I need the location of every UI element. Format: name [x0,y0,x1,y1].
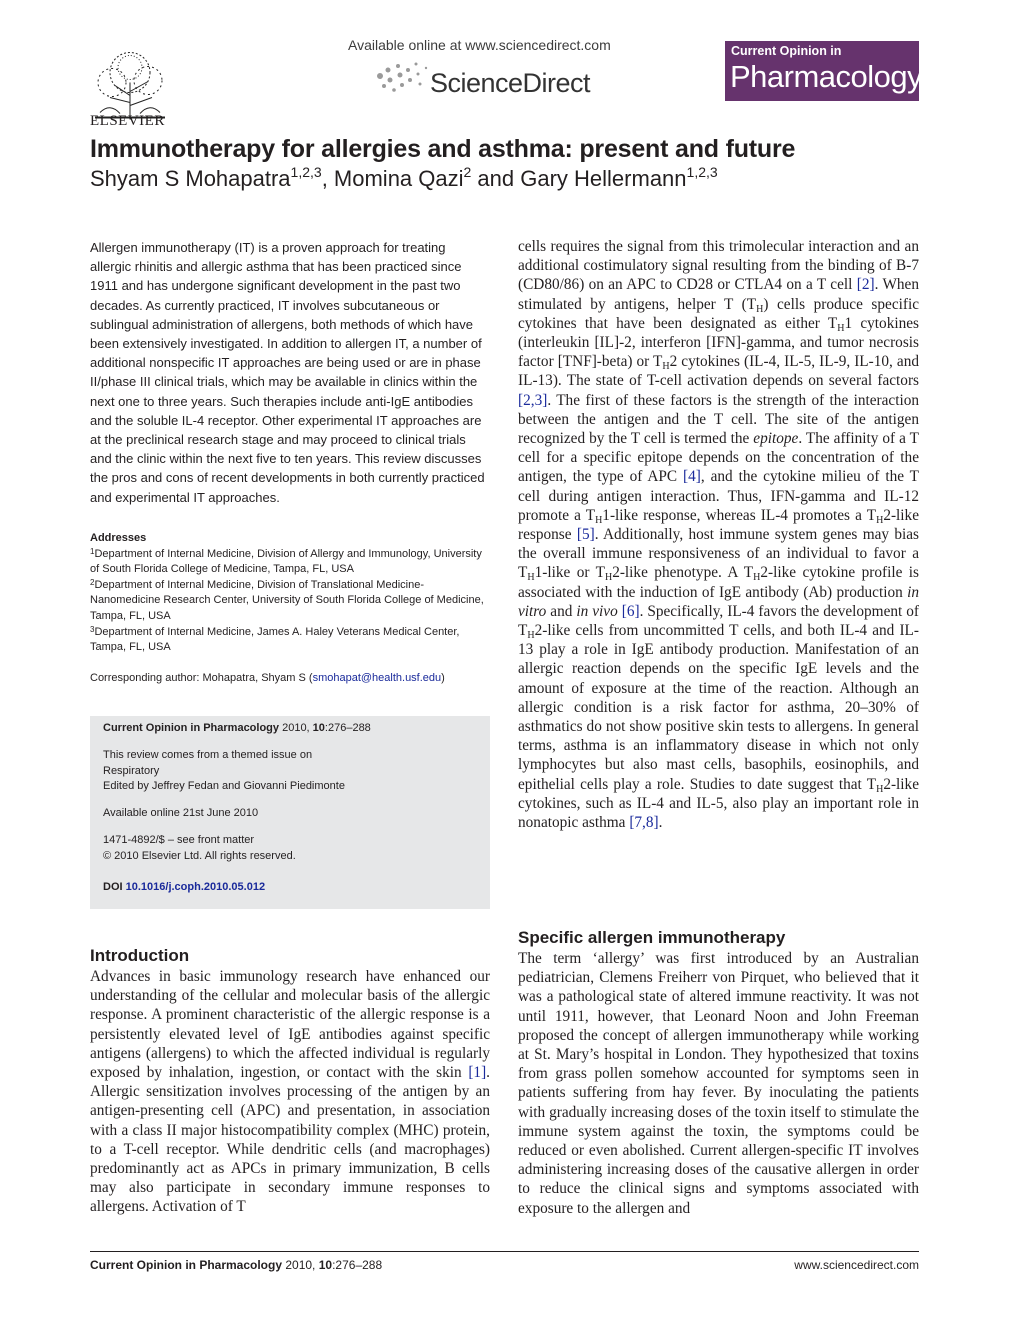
specific-allergen-paragraph: The term ‘allergy’ was first introduced by an Australian pediatrician, Clemens Freiherr von Pirquet, who believed that it was a pathological state of altered immune reactivity. It was not until 1911, however, that Leonard Noon and John Freeman proposed the concept of allergen immunotherapy while working at St. Mary’s hospital in London. They hypothesized that toxins from grass pollen somehow accounted for symptoms seen in patients suffering from hay fever. By inoculating the patients with gradually increasing doses of the toxin itself to stimulate the immune system against the toxin, the symptoms could be reduced or even abolished. Current allergen-specific IT involves administering increasing doses of the causative allergen in order to reduce the clinical signs and symptoms associated with exposure to the allergen and [518,950,919,1217]
address-number: 1 [90,546,95,556]
address-number: 2 [90,577,95,587]
subscript: H [604,572,613,584]
citation-link[interactable]: [1] [468,1064,487,1082]
italic-term: in vitro [518,583,919,620]
doi-line [103,881,265,893]
text-run: . Specifically, IL-4 favors the development of T [518,602,919,640]
text-run: cells requires the signal from this trimolecular interaction and an additional costimulatory signal resulting from the binding of B-7 (CD80/86) on an APC to CD28 or CTLA4 on a T cell [518,238,919,294]
subscript: H [527,630,535,642]
introduction-paragraph [90,967,490,1217]
available-online-date: Available online 21st June 2010 [103,807,259,819]
text-run: 1-like response, whereas IL-4 promotes a T [602,506,877,524]
subscript: H [756,303,764,315]
article-info-box [90,716,490,909]
corresponding-email-link[interactable]: smohapat@health.usf.edu [312,672,442,684]
author-list [90,166,718,192]
footer-divider [90,1251,919,1252]
copyright-line: © 2010 Elsevier Ltd. All rights reserved. [103,850,296,862]
text-run: . The first of these factors is the strength of the interaction between the antigen and the T cell. The site of the antigen recognized by the T cell is termed the [518,391,919,448]
info-journal: Current Opinion in Pharmacology [103,722,280,734]
footer-year: 2010, [282,1258,319,1272]
text-run: 2-like cytokine profile is associated with the induction of IgE antibody (Ab) production [518,564,920,601]
text-run: 2-like response [518,506,919,544]
address-item [90,547,490,578]
citation-link[interactable]: [5] [576,526,595,544]
footer-journal: Current Opinion in Pharmacology [90,1258,283,1272]
info-pages: :276–288 [324,722,371,734]
address-text: Department of Internal Medicine, James A. Haley Veterans Medical Center, Tampa, FL, USA [90,625,460,654]
available-online-text: Available online at www.sciencedirect.com [348,37,611,53]
citation-link[interactable]: [6] [621,602,640,620]
subscript: H [876,514,884,526]
corresponding-label: Corresponding author: Mohapatra, Shyam S ( [90,672,313,684]
addresses [90,531,490,656]
address-item [90,625,490,656]
body-paragraph [518,237,919,832]
author-name: Gary Hellermann [520,166,687,191]
journal-name: Pharmacology [730,59,923,94]
italic-term: in vivo [576,602,618,620]
journal-logo-box [725,41,923,101]
author-affiliation: 2 [463,164,472,180]
sciencedirect-wordmark: ScienceDirect [430,68,591,98]
corresponding-close: ) [441,672,445,684]
address-text: Department of Internal Medicine, Division of Translational Medicine-Nanomedicine Research Center, University of South Florida College of Medicine, Tampa, FL, USA [90,578,484,622]
themed-issue-topic: Respiratory [103,765,160,777]
text-run: and [546,602,577,620]
subscript: H [527,572,535,584]
subscript: H [595,514,603,526]
footer-volume: 10 [318,1258,333,1272]
text-run: , and the cytokine milieu of the T cell during antigen interaction. Thus, IFN-gamma and IL-12 promote a T [518,468,919,524]
text-run: . When stimulated by antigens, helper T (T [518,276,919,313]
corresponding-author [90,671,490,686]
author-separator: , [321,166,334,191]
text-run: . [658,814,663,832]
author-name: Momina Qazi [333,166,464,191]
info-volume: 10 [312,722,325,734]
author-affiliation: 1,2,3 [290,164,322,180]
journal-series: Current Opinion in [731,44,842,58]
citation-link[interactable]: [2,3] [518,391,548,409]
text-run: 1-like or T [534,564,605,582]
text-run: . Additionally, host immune system genes may bias the overall immune responsiveness of an individual to favor a T [518,526,919,582]
footer-pages: :276–288 [332,1258,383,1272]
themed-issue-line: This review comes from a themed issue on [103,749,313,761]
sciencedirect-dots-icon [372,58,432,98]
footer-url-link[interactable]: www.sciencedirect.com [794,1258,919,1272]
address-item [90,578,490,625]
info-year: 2010, [279,722,313,734]
abstract: Allergen immunotherapy (IT) is a proven approach for treating allergic rhinitis and allergic asthma that has been practiced since 1911 and has undergone significant development in the past two decades. As currently practiced, IT involves subcutaneous or sublingual administration of allergens, both methods of which have been extensively investigated. In addition to allergen IT, a number of additional nonspecific IT approaches are being used or are in phase II/phase III clinical trials, which may be available in clinics within the next one to three years. Such therapies include anti-IgE antibodies and the soluble IL-4 receptor. Other experimental IT approaches are at the preclinical research stage and may proceed to clinical trials and the clinic within the next five to ten years. This review discusses the pros and cons of recent developments in both currently practiced and experimental IT approaches. [90,240,485,505]
italic-term: epitope [753,430,799,448]
footer-citation [90,1258,382,1272]
text-run: . Allergic sensitization involves processing of the antigen by an antigen-presenting cell (APC) and presentation, in association with a class II major histocompatibility complex (MHC) protein, to a T-cell receptor. While dendritic cells (and macrophages) predominantly act as APCs in primary immunization, B cells may also participate in secondary immune responses to allergens. Activation of T [90,1064,490,1216]
text-run: 1 cytokines (interleukin [IL]-2, interferon [IFN]-gamma, and tumor necrosis factor [TNF]-beta) or T [518,314,919,371]
text-run: ) cells produce specific cytokines that have been designated as either T [518,295,919,332]
subscript: H [753,572,761,584]
doi-link[interactable]: 10.1016/j.coph.2010.05.012 [125,881,266,893]
text-run: Advances in basic immunology research have enhanced our understanding of the cellular and molecular basis of the allergic response. A prominent characteristic of the allergic response is a persistently elevated level of IgE antibodies against specific antigens (allergens) to which the affected individual is regularly exposed by inhalation, ingestion, or contact with the skin [90,968,490,1082]
section-heading-introduction: Introduction [90,946,190,965]
address-number: 3 [90,624,95,634]
publisher-name: ELSEVIER [90,113,165,129]
author-separator: and [471,166,521,191]
citation-line [103,722,371,734]
text-run: 2-like phenotype. A T [612,564,754,582]
addresses-heading: Addresses [90,532,147,544]
citation-link[interactable]: [2] [856,276,875,294]
text-run: 2 cytokines (IL-4, IL-5, IL-9, IL-10, and IL-13). The state of T-cell activation depends on several factors [518,353,919,390]
section-heading-specific-allergen-immunotherapy: Specific allergen immunotherapy [518,928,786,947]
address-text: Department of Internal Medicine, Division of Allergy and Immunology, University of South Florida College of Medicine, Tampa, FL, USA [90,547,482,576]
text-run: . The affinity of a T cell for a specific epitope depends on the concentration of the antigen, the type of APC [518,430,919,486]
doi-label: DOI [103,881,123,893]
author-affiliation: 1,2,3 [686,164,718,180]
article-title: Immunotherapy for allergies and asthma: present and future [90,135,796,163]
subscript: H [662,361,670,373]
edited-by: Edited by Jeffrey Fedan and Giovanni Piedimonte [103,780,345,792]
author-name: Shyam S Mohapatra [90,166,291,191]
text-run: 2-like cells from uncommitted T cells, and both IL-4 and IL-13 play a role in IgE antibody production. Manifestation of an allergic reaction depends on the specific IgE levels and the amount of exposure at the time of the reaction. Although an allergic condition is a risk factor for asthma, 20–30% of asthmatics do not show positive skin tests to allergens. In general terms, asthma is an inflammatory disease in which not only lymphocytes but also mast cells, basophils, eosinophils, and epithelial cells play a role. Studies to date suggest that T [518,622,919,793]
issn-line: 1471-4892/$ – see front matter [103,834,255,846]
citation-link[interactable]: [7,8] [629,814,659,832]
subscript: H [876,783,884,795]
citation-link[interactable]: [4] [683,468,701,486]
text-run: 2-like cytokines, such as IL-4 and IL-5, also play an important role in nonatopic asthma [518,775,919,832]
subscript: H [837,322,845,334]
